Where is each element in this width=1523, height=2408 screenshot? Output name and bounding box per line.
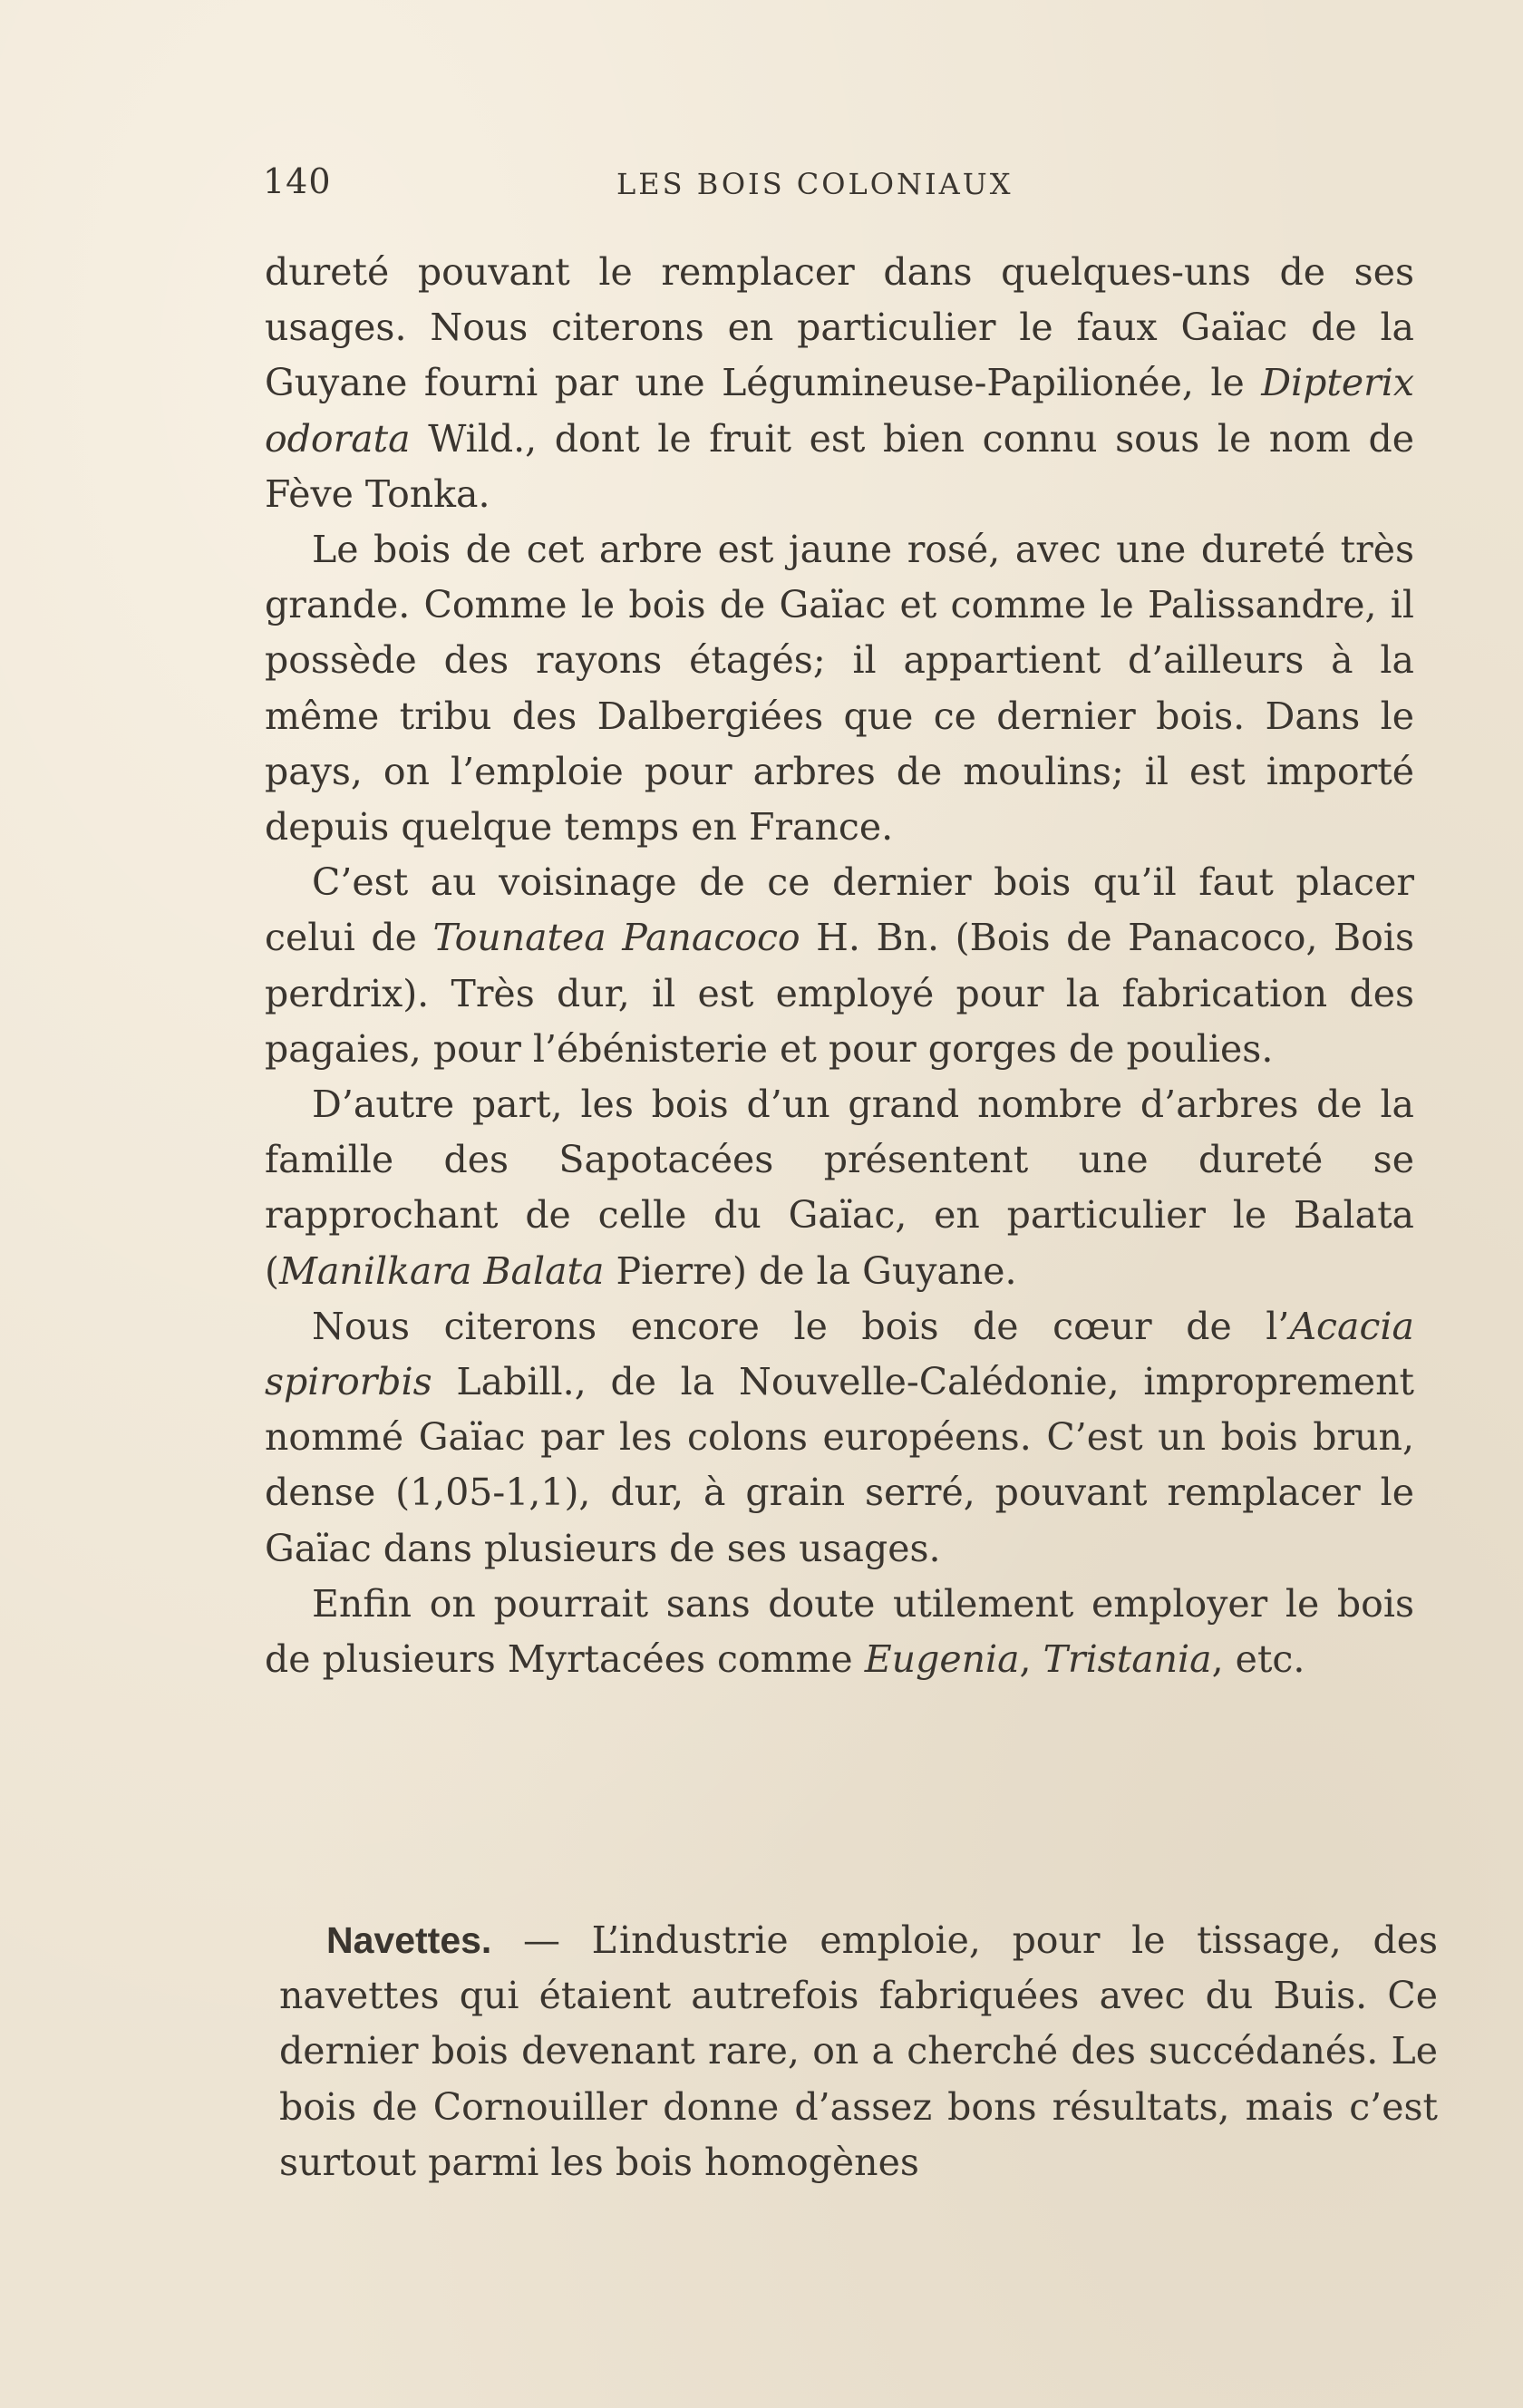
paragraph-4-text-a: D’autre part, les bois d’un grand nombre d’arbres de la famille des Sapotacées présentent une dureté se rapprochant de celle du Gaïac, en particulier le Balata (	[265, 1083, 1414, 1293]
section-title: Navettes.	[326, 1919, 492, 1961]
paragraph-5-text-c: Labill., de la Nouvelle-Calédonie, improprement nommé Gaïac par les colons européens. C’est un bois brun, dense (1,05-1,1), dur, à grain serré, pouvant remplacer le Gaïac dans plusieurs de ses usages.	[265, 1360, 1414, 1570]
body-text	[265, 245, 1414, 1687]
paragraph-4	[265, 1077, 1414, 1299]
paragraph-6-text-c: ,	[1019, 1637, 1043, 1682]
paragraph-1-text-c: Wild., dont le fruit est bien connu sous le nom de Fève Tonka.	[265, 416, 1414, 516]
paragraph-3	[265, 855, 1414, 1077]
paragraph-6-italic-1: Eugenia	[864, 1637, 1020, 1682]
paragraph-5-italic: Acacia spirorbis	[265, 1304, 1414, 1404]
paragraph-6-italic-2: Tristania	[1043, 1637, 1212, 1682]
paragraph-2: Le bois de cet arbre est jaune rosé, avec une dureté très grande. Comme le bois de Gaïac et comme le Palissandre, il possède des rayons étagés; il appartient d’ailleurs à la même tribu des Dalbergiées que ce dernier bois. Dans le pays, on l’emploie pour arbres de moulins; il est importé depuis quelque temps en France.	[265, 528, 1414, 850]
paragraph-3-text-a: C’est au voisinage de ce dernier bois qu’il faut placer celui de	[265, 860, 1414, 960]
section-navettes	[279, 1913, 1438, 2190]
running-title: LES BOIS COLONIAUX	[616, 167, 1014, 201]
paragraph-4-italic: Manilkara Balata	[279, 1248, 605, 1293]
paragraph-1-text-a: dureté pouvant le remplacer dans quelques-uns de ses usages. Nous citerons en particulier le faux Gaïac de la Guyane fourni par une Légumineuse-Papilionée, le	[265, 250, 1414, 405]
paragraph-6-text-e: , etc.	[1211, 1637, 1305, 1682]
paragraph-5	[265, 1299, 1414, 1577]
paragraph-1	[265, 245, 1414, 522]
paragraph-6-text-a: Enfin on pourrait sans doute utilement employer le bois de plusieurs Myrtacées comme	[265, 1581, 1414, 1682]
paragraph-1-italic: Dipterix odorata	[265, 361, 1414, 461]
section-text: — L’industrie emploie, pour le tissage, des navettes qui étaient autrefois fabriquées avec du Buis. Ce dernier bois devenant rare, on a cherché des succédanés. Le bois de Cornouiller donne d’assez bons résultats, mais c’est surtout parmi les bois homogènes	[279, 1918, 1438, 2184]
paragraph-3-italic: Tounatea Panacoco	[432, 916, 800, 960]
section-paragraph	[279, 1913, 1438, 2190]
page-header	[263, 161, 1169, 216]
paragraph-4-text-c: Pierre) de la Guyane.	[604, 1248, 1017, 1293]
paragraph-5-text-a: Nous citerons encore le bois de cœur de l’	[312, 1304, 1290, 1348]
page-number: 140	[263, 161, 332, 201]
paragraph-6	[265, 1577, 1414, 1687]
paragraph-3-text-c: H. Bn. (Bois de Panacoco, Bois perdrix). Très dur, il est employé pour la fabrication des pagaies, pour l’ébénisterie et pour gorges de poulies.	[265, 916, 1414, 1071]
